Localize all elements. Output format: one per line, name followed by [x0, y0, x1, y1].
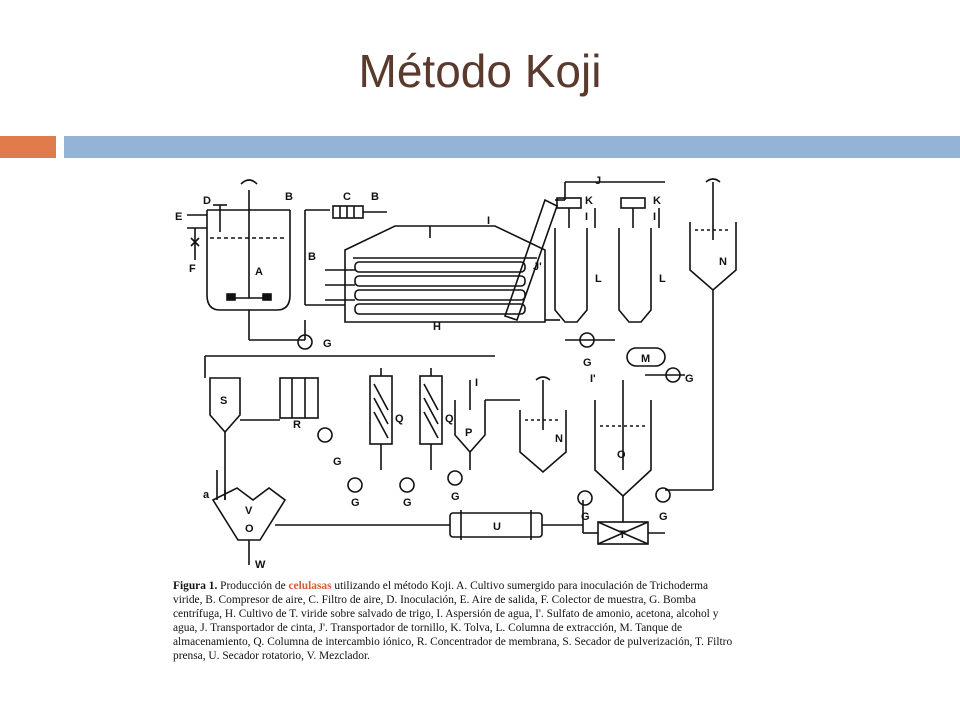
accent-bar-blue — [64, 136, 960, 158]
label-o-mixer: O — [245, 523, 254, 535]
tank-n-lower — [485, 377, 566, 472]
label-g-1: G — [323, 338, 332, 350]
caption-text-start: Producción de — [217, 580, 289, 592]
label-g-7: G — [451, 491, 460, 503]
label-h: H — [433, 321, 441, 333]
spray-dryer-s — [205, 356, 240, 500]
label-n-2: N — [555, 433, 563, 445]
slide-title: Método Koji — [358, 45, 602, 97]
ion-exchange-columns-q — [370, 368, 442, 470]
extraction-columns-l — [555, 198, 659, 322]
label-n-1: N — [719, 256, 727, 268]
label-b-1: B — [285, 191, 293, 203]
label-j-prime: J' — [533, 261, 542, 273]
label-c: C — [343, 191, 351, 203]
inoculation-tank-a — [207, 180, 290, 340]
label-i-prime: I' — [590, 373, 596, 385]
label-o: O — [617, 449, 626, 461]
label-r: R — [293, 419, 301, 431]
figure-caption — [173, 579, 733, 663]
label-q-2: Q — [445, 413, 454, 425]
label-m: M — [641, 353, 651, 365]
label-g-2: G — [583, 357, 592, 369]
label-g-4: G — [333, 456, 342, 468]
koji-chamber-h — [325, 226, 560, 322]
label-b-3: B — [371, 191, 379, 203]
label-i-3: I — [653, 211, 657, 223]
membrane-concentrator-r — [280, 378, 318, 418]
label-g-6: G — [403, 497, 412, 509]
label-f: F — [189, 263, 196, 275]
label-v: V — [245, 505, 253, 517]
caption-highlight: celulasas — [288, 580, 332, 592]
air-filter-c — [333, 206, 363, 218]
label-u: U — [493, 521, 501, 533]
label-k-1: K — [585, 195, 593, 207]
screw-conveyor-j-prime — [505, 200, 557, 320]
label-i-4: I — [475, 377, 479, 389]
label-g-5: G — [351, 497, 360, 509]
label-g-9: G — [659, 511, 668, 523]
accent-bar-orange — [0, 136, 56, 158]
label-i-2: I — [585, 211, 589, 223]
tank-n-upper — [690, 179, 736, 330]
label-w: W — [255, 559, 266, 571]
label-i-1: I — [487, 215, 491, 227]
label-j: J — [595, 175, 602, 187]
label-k-2: K — [653, 195, 661, 207]
label-d: D — [203, 195, 211, 207]
label-b-2: B — [308, 251, 316, 263]
label-s: S — [220, 395, 228, 407]
koji-process-diagram — [165, 170, 725, 575]
label-t: T — [619, 529, 626, 541]
label-a-lower: a — [203, 489, 210, 501]
label-l-2: L — [659, 273, 666, 285]
label-g-3: G — [685, 373, 694, 385]
caption-figure-label: Figura 1. — [173, 580, 218, 592]
label-a: A — [255, 266, 263, 278]
label-e: E — [175, 211, 183, 223]
label-g-8: G — [581, 511, 590, 523]
label-l-1: L — [595, 273, 602, 285]
caption-text-rest: utilizando el método Koji. A. Cultivo sumergido para inoculación de Trichoderma viride, B. Compresor de aire, C. Filtro de aire, D. Inoculación, E. Aire de salida, F. Colector de muestra, G. Bomba centrífuga, H. Cultivo de T. viride sobre salvado de trigo, I. Aspersión de agua, I'. Sulfato de amonio, acetona, alcohol y agua, J. Transportador de cinta, J'. Transportador de tornillo, K. Tolva, L. Columna de extracción, M. Tanque de almacenamiento, Q. Columna de intercambio iónico, R. Concentrador de membrana, S. Secador de pulverización, T. Filtro prensa, U. Secador rotatorio, V. Mezclador. — [173, 580, 733, 662]
label-p: P — [465, 427, 473, 439]
label-q-1: Q — [395, 413, 404, 425]
